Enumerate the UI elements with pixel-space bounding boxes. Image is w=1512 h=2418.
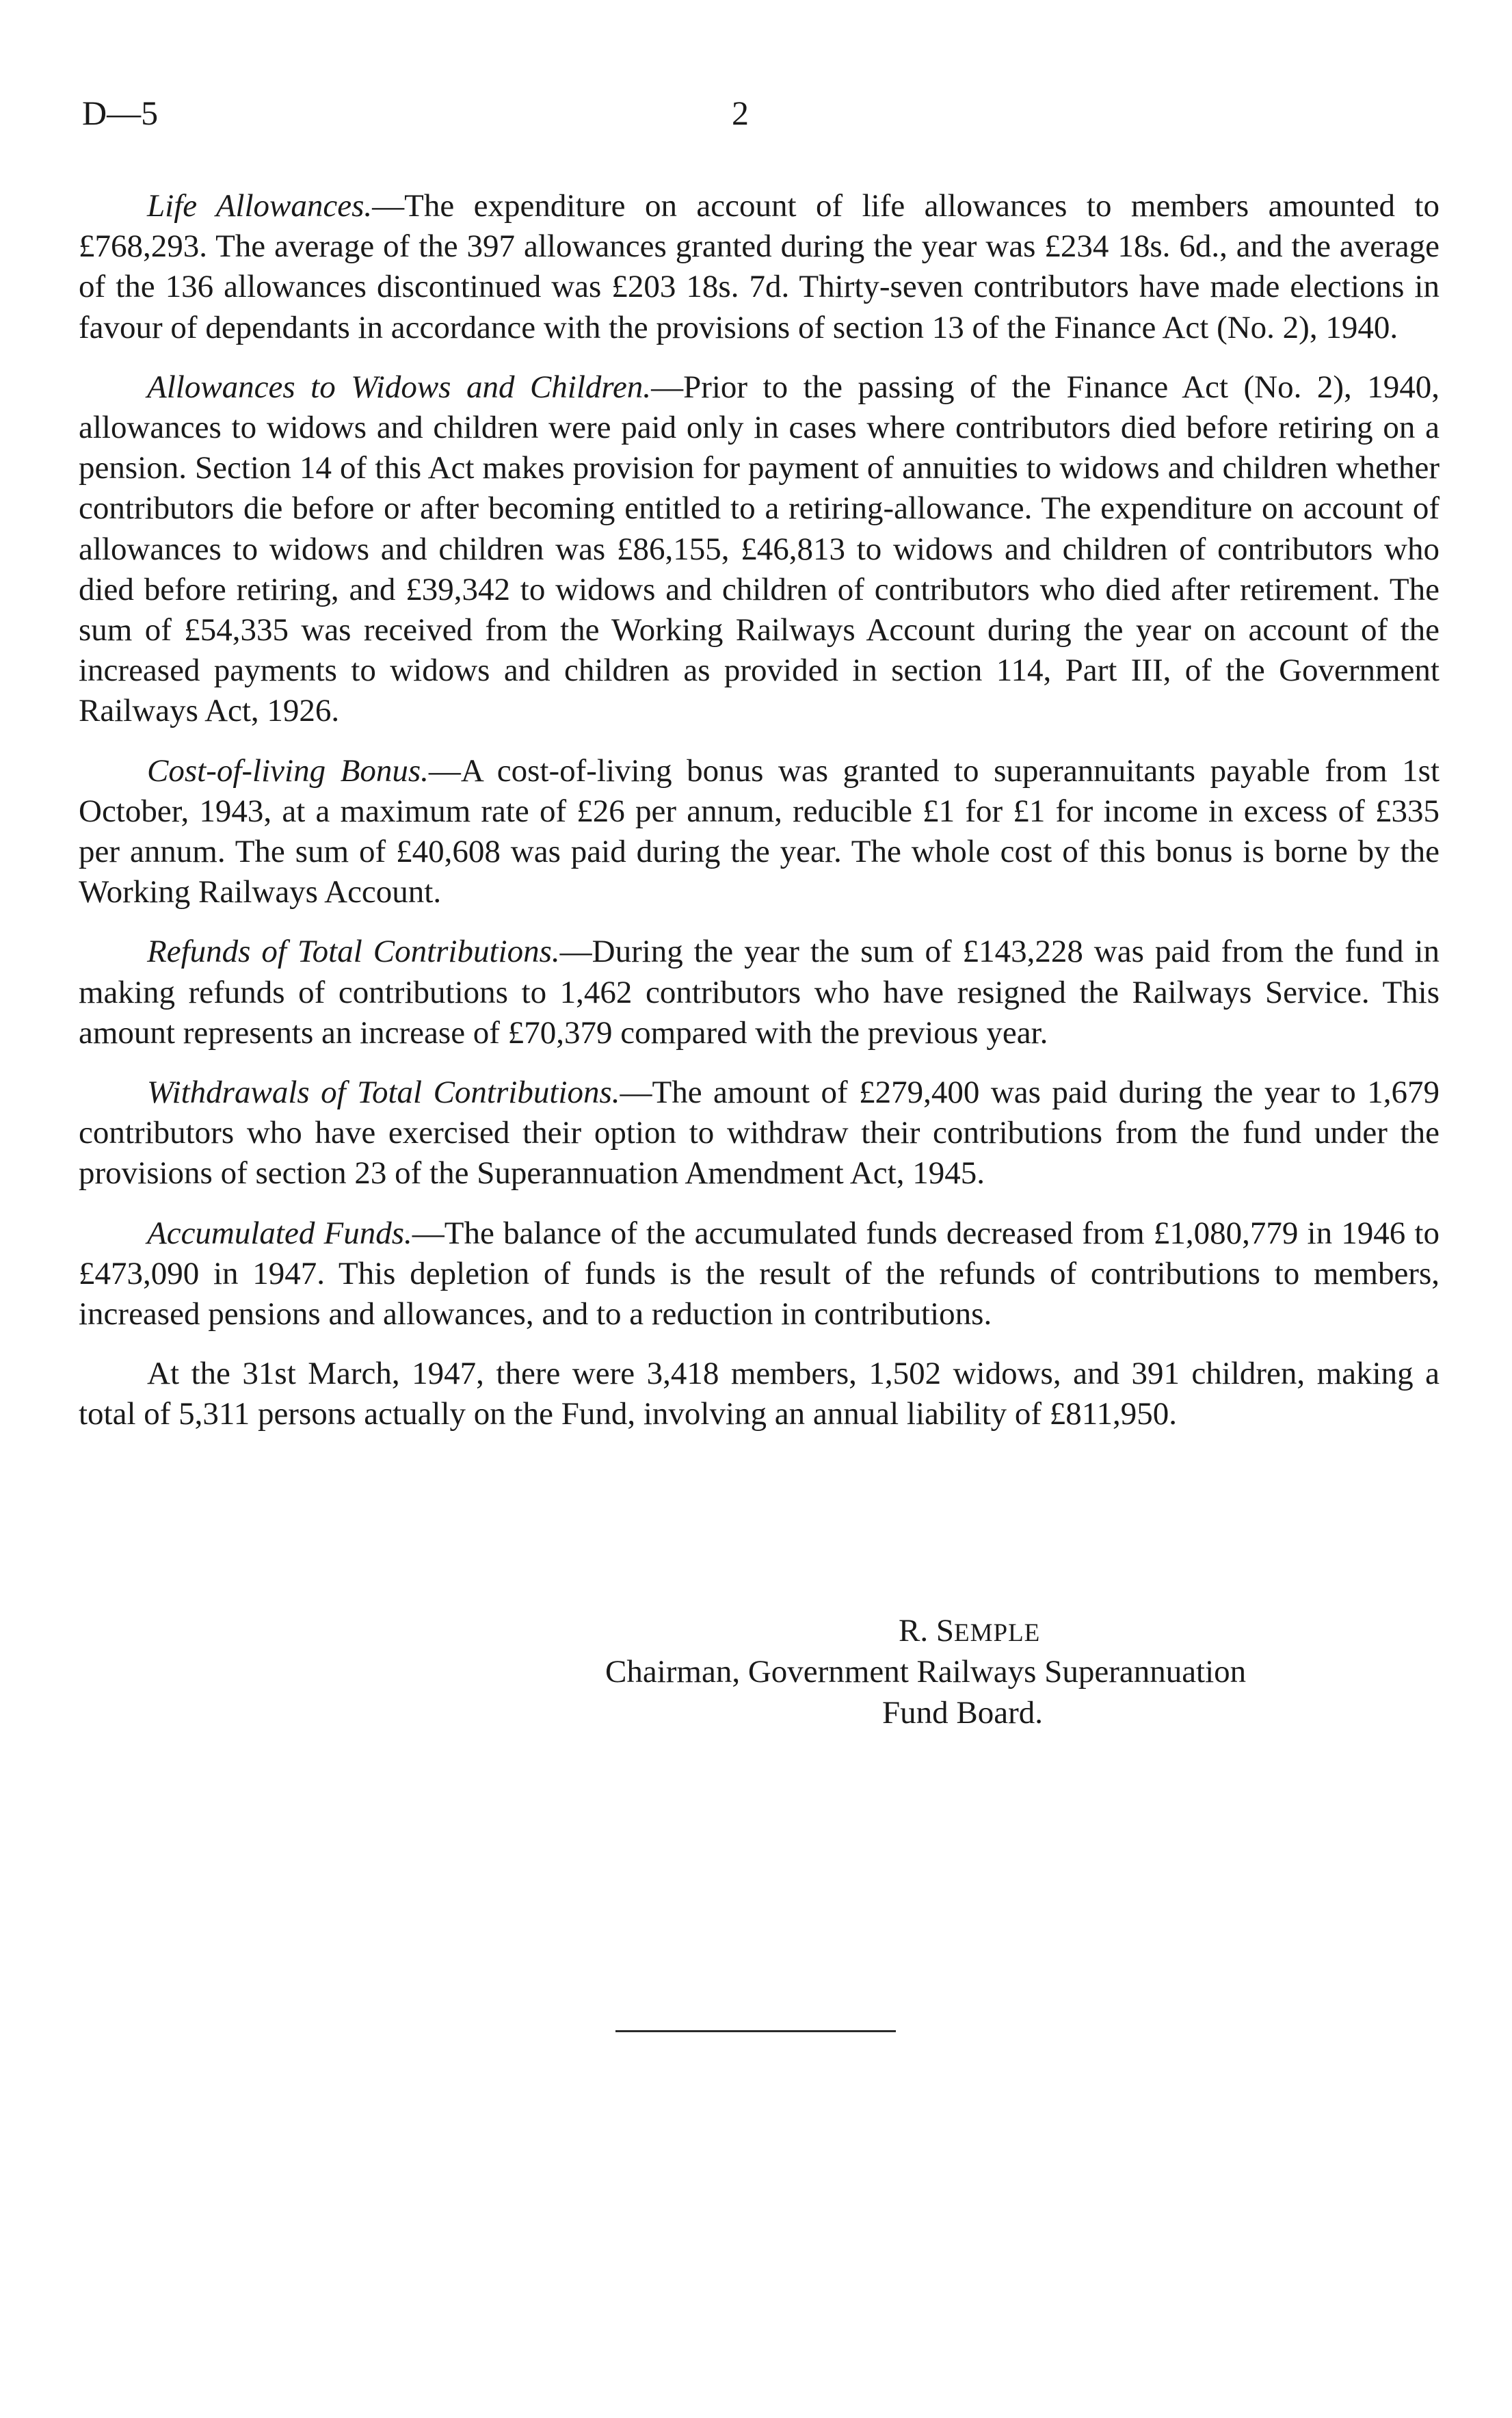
signatory-surname: EMPLE bbox=[954, 1619, 1041, 1647]
paragraph-text: —Prior to the passing of the Finance Act (No. 2), 1940, allowances to widows and children were paid only in cases where contributors died before retiring on a pension. Section 14 of this Act makes provision for payment of annuities to widows and children whether contributors die before or after becoming entitled to a retiring-allowance. The expenditure on account of allowances to widows and children was £86,155, £46,813 to widows and children of contributors who died before retiring, and £39,342 to widows and children of contributors who died after retirement. The sum of £54,335 was received from the Working Railways Account during the year on account of the increased payments to widows and children as provided in section 114, Part III, of the Government Railways Act, 1926. bbox=[79, 369, 1440, 729]
closing-rule bbox=[615, 2030, 896, 2032]
paragraph-refunds bbox=[79, 932, 1440, 1053]
paragraph-cost-of-living bbox=[79, 751, 1440, 913]
paragraph-widows-children bbox=[79, 367, 1440, 732]
paragraph-text: At the 31st March, 1947, there were 3,418 members, 1,502 widows, and 391 children, making a total of 5,311 persons actually on the Fund, involving an annual liability of £811,950. bbox=[79, 1356, 1440, 1432]
paragraph-text: —The amount of £279,400 was paid during the year to 1,679 contributors who have exercised their option to withdraw their contributions from the fund under the provisions of section 23 of the Superannuation Amendment Act, 1945. bbox=[79, 1075, 1440, 1192]
paragraph-summary bbox=[79, 1354, 1440, 1434]
paragraph-heading: Allowances to Widows and Children. bbox=[147, 369, 652, 405]
paragraph-heading: Cost-of-living Bonus. bbox=[147, 752, 429, 789]
paragraph-life-allowances bbox=[79, 186, 1440, 348]
paragraph-heading: Withdrawals of Total Contributions. bbox=[147, 1075, 620, 1111]
report-body bbox=[79, 186, 1440, 1435]
signatory-title-continued: Fund Board. bbox=[882, 1695, 1043, 1731]
paragraph-text: —During the year the sum of £143,228 was paid from the fund in making refunds of contributions to 1,462 contributors who have resigned the Railways Service. This amount represents an increase of £70,379 compared with the previous year. bbox=[79, 934, 1440, 1051]
paragraph-text: —A cost-of-living bonus was granted to superannuitants payable from 1st October, 1943, at a maximum rate of £26 per annum, reducible £1 for £1 for income in excess of £335 per annum. The sum of £40,608 was paid during the year. The whole cost of this bonus is borne by the Working Railways Account. bbox=[79, 752, 1440, 910]
paragraph-text: —The expenditure on account of life allowances to members amounted to £768,293. The average of the 397 allowances granted during the year was £234 18s. 6d., and the average of the 136 allowances discontinued was £203 18s. 7d. Thirty-seven contributors have made elections in favour of dependants in accordance with the provisions of section 13 of the Finance Act (No. 2), 1940. bbox=[79, 188, 1440, 345]
paragraph-heading: Accumulated Funds. bbox=[147, 1215, 412, 1251]
paragraph-accumulated-funds bbox=[79, 1213, 1440, 1335]
signatory-title: Chairman, Government Railways Superannuation bbox=[605, 1654, 1247, 1690]
signatory-initial: R. S bbox=[899, 1613, 954, 1648]
page-number: 2 bbox=[732, 94, 749, 132]
paragraph-heading: Refunds of Total Contributions. bbox=[147, 934, 560, 970]
signatory-name bbox=[899, 1611, 1040, 1653]
document-reference: D—5 bbox=[82, 94, 159, 132]
paragraph-heading: Life Allowances. bbox=[147, 188, 373, 224]
paragraph-withdrawals bbox=[79, 1073, 1440, 1194]
paragraph-text: —The balance of the accumulated funds decreased from £1,080,779 in 1946 to £473,090 in 1947. This depletion of funds is the result of the refunds of contributions to members, increased pensions and allowances, and to a reduction in contributions. bbox=[79, 1215, 1440, 1332]
